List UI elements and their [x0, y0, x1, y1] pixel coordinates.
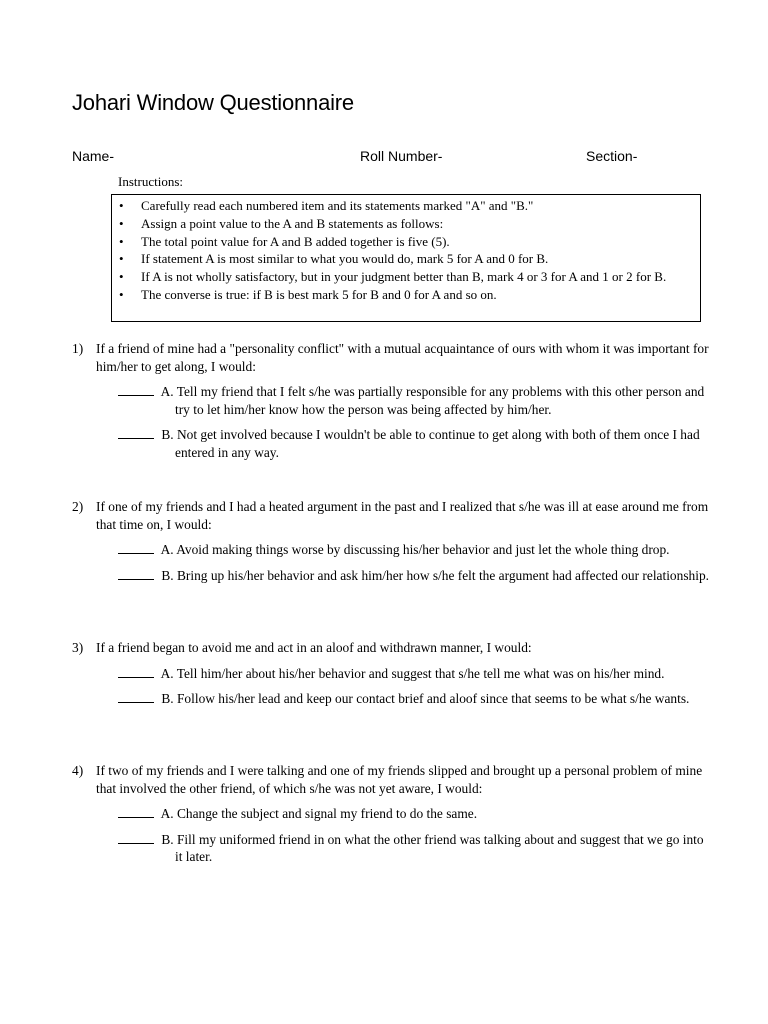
- roll-number-field-label: Roll Number-: [360, 148, 443, 164]
- answer-blank[interactable]: [118, 805, 154, 818]
- page-title: Johari Window Questionnaire: [72, 90, 354, 115]
- instruction-item: • Assign a point value to the A and B statements as follows:: [119, 215, 444, 231]
- question-text: If one of my friends and I had a heated argument in the past and I realized that s/he was ill at ease around me from that time on, I would:: [96, 499, 709, 532]
- option-a: A. Tell my friend that I felt s/he was partially responsible for any problems with this other person and try to let him/her know how the person was being affected by him/her.: [118, 383, 712, 418]
- bullet-icon: •: [119, 198, 124, 213]
- name-field-label: Name-: [72, 148, 115, 164]
- question-number: 2): [72, 499, 84, 514]
- question-number: 4): [72, 763, 84, 778]
- bullet-icon: •: [119, 233, 124, 249]
- instruction-item: • Carefully read each numbered item and its statements marked "A" and "B.": [119, 198, 534, 213]
- answer-blank[interactable]: [118, 541, 154, 554]
- option-b: B. Bring up his/her behavior and ask him/her how s/he felt the argument had affected our relationship.: [118, 567, 712, 585]
- instructions-label: Instructions:: [118, 174, 183, 189]
- answer-blank[interactable]: [118, 665, 154, 678]
- instruction-item: • The total point value for A and B added together is five (5).: [119, 233, 450, 249]
- answer-blank[interactable]: [118, 567, 154, 580]
- answer-blank[interactable]: [118, 426, 154, 439]
- question-text: If a friend of mine had a "personality conflict" with a mutual acquaintance of ours with whom it was important for him/her to get along, I would:: [96, 341, 709, 374]
- section-field-label: Section-: [586, 148, 638, 164]
- question-2: [72, 498, 712, 584]
- question-1: [72, 340, 712, 461]
- answer-blank[interactable]: [118, 831, 154, 844]
- question-text: If two of my friends and I were talking and one of my friends slipped and brought up a personal problem of mine that involved the other friend, of which s/he was not yet aware, I would:: [96, 763, 703, 796]
- bullet-icon: •: [119, 251, 124, 267]
- instruction-item: • The converse is true: if B is best mark 5 for B and 0 for A and so on.: [119, 286, 497, 302]
- option-a: A. Change the subject and signal my friend to do the same.: [118, 805, 712, 823]
- bullet-icon: •: [119, 215, 124, 231]
- bullet-icon: •: [119, 269, 124, 285]
- instruction-item: • If statement A is most similar to what you would do, mark 5 for A and 0 for B.: [119, 251, 549, 267]
- bullet-icon: •: [119, 286, 124, 302]
- question-3: [72, 639, 712, 708]
- answer-blank[interactable]: [118, 690, 154, 703]
- question-text: If a friend began to avoid me and act in an aloof and withdrawn manner, I would:: [96, 640, 532, 655]
- instructions-box: [111, 194, 701, 322]
- instruction-item: • If A is not wholly satisfactory, but in your judgment better than B, mark 4 or 3 for A and 1 or 2 for B.: [119, 269, 667, 285]
- question-4: [72, 762, 712, 866]
- option-a: A. Tell him/her about his/her behavior and suggest that s/he tell me what was on his/her mind.: [118, 665, 712, 683]
- question-number: 3): [72, 640, 84, 655]
- question-number: 1): [72, 341, 84, 356]
- option-a: A. Avoid making things worse by discussing his/her behavior and just let the whole thing drop.: [118, 541, 712, 559]
- option-b: B. Follow his/her lead and keep our contact brief and aloof since that seems to be what s/he wants.: [118, 690, 712, 708]
- option-b: B. Not get involved because I wouldn't be able to continue to get along with both of them once I had entered in any way.: [118, 426, 712, 461]
- answer-blank[interactable]: [118, 383, 154, 396]
- option-b: B. Fill my uniformed friend in on what the other friend was talking about and suggest that we go into it later.: [118, 831, 712, 866]
- instructions-list: [116, 197, 692, 304]
